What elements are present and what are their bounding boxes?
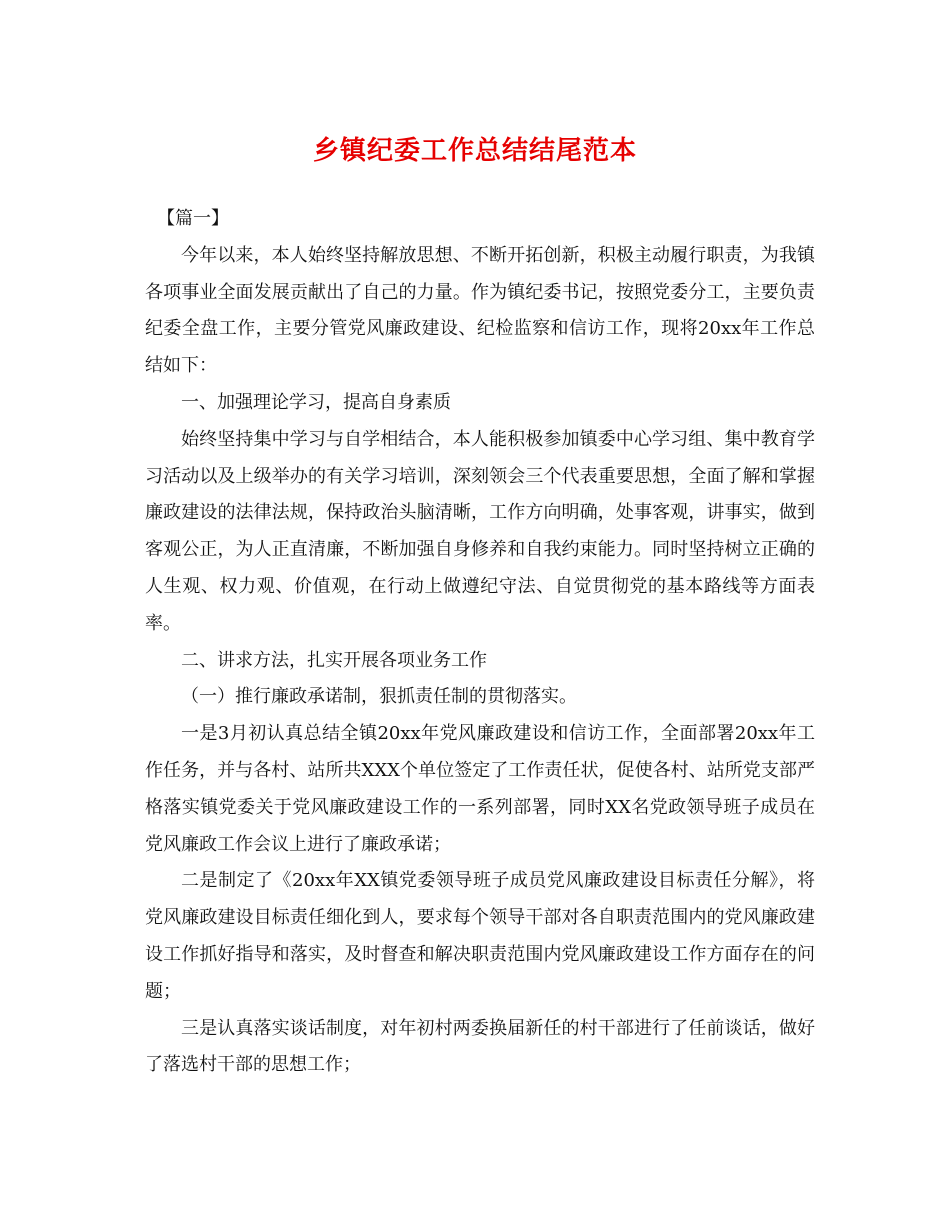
paragraph-item-1: 一是3月初认真总结全镇20xx年党风廉政建设和信访工作，全面部署20xx年工作任务，并与各村、站所共XXX个单位签定了工作责任状，促使各村、站所党支部严格落实镇党委关于党风廉政建设工作的一系列部署，同时XX名党政领导班子成员在党风廉政工作会议上进行了廉政承诺； bbox=[145, 723, 815, 855]
heading-1: 一、加强理论学习，提高自身素质 bbox=[181, 391, 451, 413]
paragraph-study: 始终坚持集中学习与自学相结合，本人能积极参加镇委中心学习组、集中教育学习活动以及上级举办的有关学习培训，深刻领会三个代表重要思想，全面了解和掌握廉政建设的法律法规，保持政治头脑清晰，工作方向明确，处事客观，讲事实，做到客观公正，为人正直清廉，不断加强自身修养和自我约束能力。同时坚持树立正确的人生观、权力观、价值观，在行动上做遵纪守法、自觉贯彻党的基本路线等方面表率。 bbox=[145, 428, 815, 634]
section-tag: 【篇一】 bbox=[157, 208, 229, 229]
heading-2: 二、讲求方法，扎实开展各项业务工作 bbox=[181, 649, 487, 671]
paragraph-intro: 今年以来，本人始终坚持解放思想、不断开拓创新，积极主动履行职责，为我镇各项事业全面发展贡献出了自己的力量。作为镇纪委书记，按照党委分工，主要负责纪委全盘工作，主要分管党风廉政建设、纪检监察和信访工作，现将20xx年工作总结如下： bbox=[145, 244, 815, 377]
paragraph-item-3: 三是认真落实谈话制度，对年初村两委换届新任的村干部进行了任前谈话，做好了落选村干部的思想工作； bbox=[145, 1017, 815, 1076]
paragraph-item-2: 二是制定了《20xx年XX镇党委领导班子成员党风廉政建设目标责任分解》，将党风廉政建设目标责任细化到人，要求每个领导干部对各自职责范围内的党风廉政建设工作抓好指导和落实，及时督查和解决职责范围内党风廉政建设工作方面存在的问题； bbox=[145, 870, 815, 1002]
document-title: 乡镇纪委工作总结结尾范本 bbox=[312, 136, 637, 166]
document-body bbox=[145, 201, 815, 1084]
subheading-1: （一）推行廉政承诺制，狠抓责任制的贯彻落实。 bbox=[181, 686, 577, 708]
